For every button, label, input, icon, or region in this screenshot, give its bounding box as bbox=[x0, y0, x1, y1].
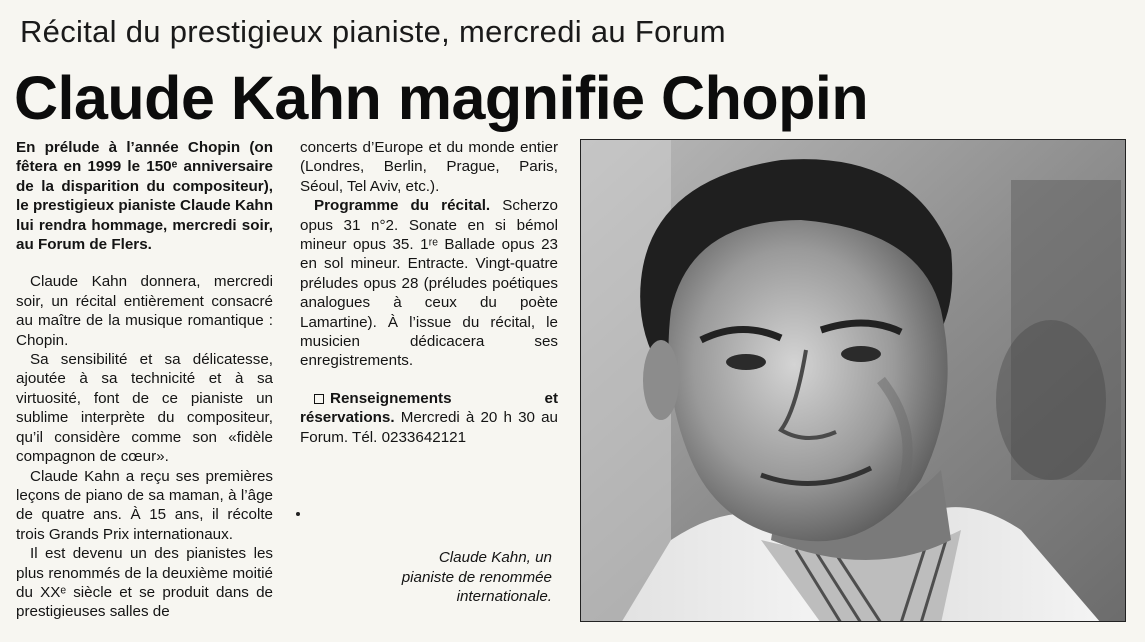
info-text: Mercredi à 20 h 30 au Forum. Tél. 0233642121 bbox=[300, 409, 558, 446]
programme-paragraph bbox=[300, 196, 558, 371]
body-paragraph: Sa sensibilité et sa délicatesse, ajoutée à sa technicité et à sa virtuosité, font de ce pianiste un sublime interprète du compositeur, qu’il considère comme son «fidèle compagnon de cœur». bbox=[16, 351, 273, 466]
headline: Claude Kahn magnifie Chopin bbox=[14, 64, 869, 132]
body-paragraph-continued: concerts d’Europe et du monde entier (Londres, Berlin, Prague, Paris, Séoul, Tel Aviv, etc.). bbox=[300, 139, 558, 195]
programme-label: Programme du récital. bbox=[314, 197, 491, 215]
body-paragraph: Claude Kahn donnera, mercredi soir, un récital entièrement consacré au maître de la musique romantique : Chopin. bbox=[16, 273, 273, 349]
article-column-2 bbox=[300, 138, 558, 447]
portrait-illustration bbox=[581, 140, 1126, 622]
body-paragraph: Claude Kahn a reçu ses premières leçons de piano de sa maman, à l’âge de quatre ans. À 15 ans, il récolte trois Grands Prix internationaux. bbox=[16, 467, 273, 543]
portrait-photo bbox=[580, 139, 1126, 622]
photo-caption: Claude Kahn, un pianiste de renommée internationale. bbox=[401, 549, 552, 606]
info-label: Renseignements et réservations. bbox=[300, 389, 558, 427]
lead-paragraph: En prélude à l’année Chopin (on fêtera en 1999 le 150ᵉ anniversaire de la disparition du compositeur), le prestigieux pianiste Claude Kahn lui rendra hommage, mercredi soir, au Forum de Flers. bbox=[16, 139, 273, 254]
article-column-1 bbox=[16, 138, 273, 622]
bullet-dot bbox=[296, 512, 300, 516]
info-paragraph bbox=[300, 389, 558, 447]
programme-text: Scherzo opus 31 n°2. Sonate en si bémol mineur opus 35. 1ʳᵉ Ballade opus 23 en sol mineur. Entracte. Vingt-quatre préludes opus 28 (préludes poétiques analogues à ceux du poète Lamartine). À l’issue du récital, le musicien dédicacera ses enregistrements. bbox=[300, 197, 558, 370]
kicker-subtitle: Récital du prestigieux pianiste, mercredi au Forum bbox=[20, 14, 726, 49]
checkbox-square-icon bbox=[314, 394, 324, 404]
body-paragraph: Il est devenu un des pianistes les plus renommés de la deuxième moitié du XXᵉ siècle et se produit dans de prestigieuses salles de bbox=[16, 545, 273, 621]
